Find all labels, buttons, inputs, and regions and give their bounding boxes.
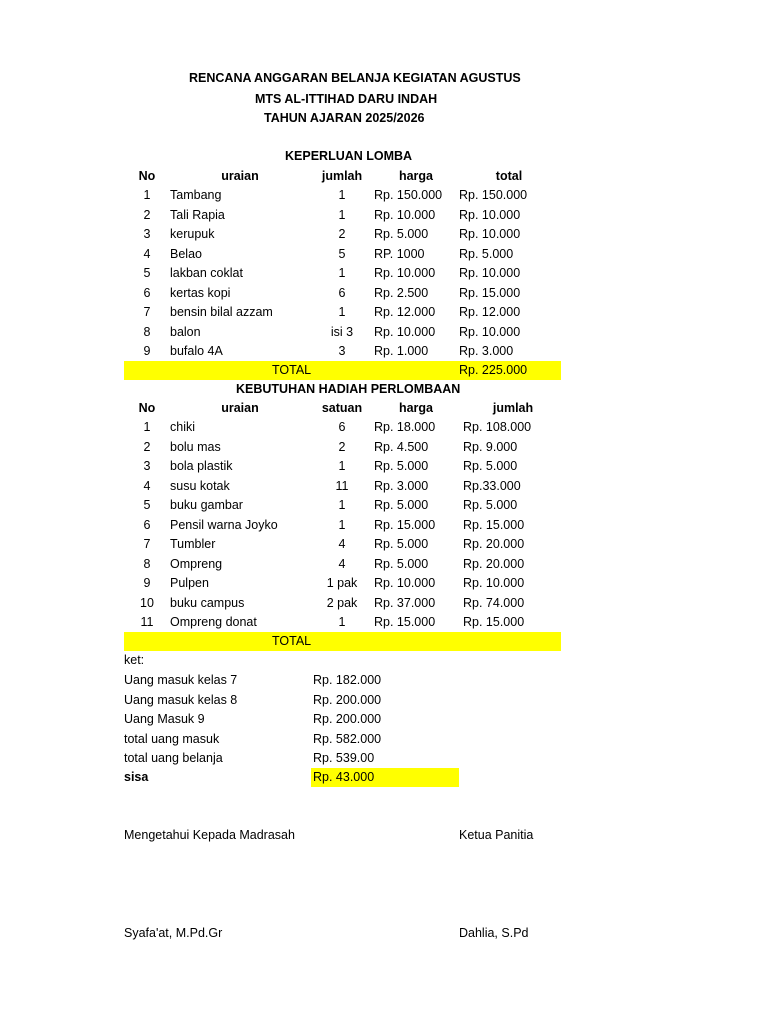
- row-uraian: susu kotak: [170, 478, 230, 493]
- summary-value: Rp. 200.000: [313, 692, 382, 707]
- row-harga: Rp. 4.500: [374, 439, 429, 454]
- summary-label: Uang Masuk 9: [124, 712, 205, 726]
- row-satuan: 1: [338, 615, 346, 629]
- row-harga: Rp. 3.000: [374, 478, 429, 493]
- row-satuan: 1: [338, 517, 346, 532]
- row-uraian: Pulpen: [170, 576, 209, 590]
- row-jumlah: 5: [338, 246, 346, 261]
- row-uraian: bola plastik: [170, 459, 233, 473]
- row-harga: Rp. 5.000: [374, 227, 429, 241]
- hadiah-header-jumlah: jumlah: [492, 401, 534, 415]
- row-no: 6: [143, 517, 151, 532]
- row-total: Rp. 15.000: [459, 285, 521, 300]
- row-harga: Rp. 10.000: [374, 207, 436, 222]
- signature-left-name: Syafa'at, M.Pd.Gr: [124, 926, 223, 940]
- academic-year: TAHUN AJARAN 2025/2026: [264, 111, 425, 125]
- row-jumlah: 2: [338, 227, 346, 241]
- row-harga: Rp. 2.500: [374, 285, 429, 300]
- row-satuan: 4: [338, 556, 346, 571]
- row-no: 2: [143, 439, 151, 454]
- lomba-header-uraian: uraian: [221, 169, 259, 183]
- row-jumlah: Rp. 15.000: [463, 615, 525, 629]
- row-satuan: 6: [338, 420, 346, 434]
- row-uraian: Belao: [170, 246, 202, 261]
- hadiah-section-title: KEBUTUHAN HADIAH PERLOMBAAN: [236, 382, 461, 396]
- summary-label: Uang masuk kelas 8: [124, 692, 238, 707]
- row-jumlah: Rp.33.000: [463, 478, 521, 493]
- row-harga: Rp. 10.000: [374, 266, 436, 280]
- row-no: 10: [140, 595, 154, 610]
- row-uraian: Tumbler: [170, 537, 216, 551]
- row-no: 3: [143, 459, 151, 473]
- row-satuan: 2: [338, 439, 346, 454]
- row-jumlah: Rp. 20.000: [463, 537, 525, 551]
- row-no: 9: [143, 576, 151, 590]
- row-jumlah: Rp. 5.000: [463, 498, 518, 512]
- row-satuan: 2 pak: [326, 595, 358, 610]
- sisa-value: Rp. 43.000: [313, 770, 375, 784]
- row-uraian: buku campus: [170, 595, 245, 610]
- row-total: Rp. 10.000: [459, 324, 521, 339]
- school-name: MTS AL-ITTIHAD DARU INDAH: [255, 92, 438, 106]
- row-harga: Rp. 5.000: [374, 459, 429, 473]
- row-jumlah: Rp. 20.000: [463, 556, 525, 571]
- row-harga: Rp. 15.000: [374, 615, 436, 629]
- hadiah-total-highlight: [124, 632, 561, 651]
- lomba-total-value: Rp. 225.000: [459, 363, 528, 377]
- row-uraian: bolu mas: [170, 439, 221, 454]
- row-no: 7: [143, 537, 151, 551]
- hadiah-total-label: TOTAL: [272, 634, 312, 648]
- doc-title: RENCANA ANGGARAN BELANJA KEGIATAN AGUSTUS: [189, 71, 521, 85]
- row-total: Rp. 5.000: [459, 246, 514, 261]
- row-uraian: Ompreng donat: [170, 615, 257, 629]
- summary-value: Rp. 182.000: [313, 673, 382, 687]
- summary-ket-label: ket:: [124, 653, 145, 667]
- row-no: 5: [143, 498, 151, 512]
- row-no: 8: [143, 324, 151, 339]
- hadiah-header-harga: harga: [398, 401, 434, 415]
- row-jumlah: 1: [338, 266, 346, 280]
- lomba-total-label: TOTAL: [272, 363, 312, 377]
- row-harga: Rp. 15.000: [374, 517, 436, 532]
- row-harga: Rp. 5.000: [374, 556, 429, 571]
- row-no: 4: [143, 246, 151, 261]
- row-uraian: buku gambar: [170, 498, 243, 512]
- row-jumlah: Rp. 108.000: [463, 420, 532, 434]
- row-jumlah: isi 3: [330, 324, 354, 339]
- row-no: 6: [143, 285, 151, 300]
- row-no: 9: [143, 344, 151, 358]
- lomba-header-total: total: [495, 169, 523, 183]
- lomba-section-title: KEPERLUAN LOMBA: [285, 149, 413, 163]
- row-harga: Rp. 5.000: [374, 498, 429, 512]
- row-total: Rp. 10.000: [459, 207, 521, 222]
- row-harga: Rp. 10.000: [374, 576, 436, 590]
- row-satuan: 1: [338, 459, 346, 473]
- row-jumlah: Rp. 9.000: [463, 439, 518, 454]
- row-jumlah: Rp. 74.000: [463, 595, 525, 610]
- row-uraian: kerupuk: [170, 227, 215, 241]
- row-uraian: balon: [170, 324, 201, 339]
- row-satuan: 4: [338, 537, 346, 551]
- row-harga: Rp. 150.000: [374, 188, 443, 202]
- row-satuan: 11: [335, 478, 349, 493]
- summary-value: Rp. 582.000: [313, 731, 382, 746]
- row-uraian: Ompreng: [170, 556, 223, 571]
- row-uraian: bufalo 4A: [170, 344, 223, 358]
- lomba-header-no: No: [138, 169, 156, 183]
- row-harga: Rp. 5.000: [374, 537, 429, 551]
- lomba-header-jumlah: jumlah: [321, 169, 363, 183]
- row-no: 1: [143, 188, 151, 202]
- row-uraian: lakban coklat: [170, 266, 243, 280]
- row-harga: Rp. 1.000: [374, 344, 429, 358]
- row-jumlah: 1: [338, 207, 346, 222]
- hadiah-header-no: No: [138, 401, 156, 415]
- row-uraian: Tambang: [170, 188, 222, 202]
- signature-right-name: Dahlia, S.Pd: [459, 926, 529, 940]
- row-harga: Rp. 18.000: [374, 420, 436, 434]
- row-jumlah: 1: [338, 188, 346, 202]
- summary-label: total uang belanja: [124, 751, 223, 765]
- summary-label: total uang masuk: [124, 731, 220, 746]
- row-harga: RP. 1000: [374, 246, 425, 261]
- lomba-header-harga: harga: [398, 169, 434, 183]
- row-no: 11: [140, 615, 154, 629]
- row-jumlah: Rp. 15.000: [463, 517, 525, 532]
- row-uraian: chiki: [170, 420, 196, 434]
- row-total: Rp. 150.000: [459, 188, 528, 202]
- row-no: 7: [143, 305, 151, 319]
- signature-right-title: Ketua Panitia: [459, 828, 534, 842]
- row-jumlah: 6: [338, 285, 346, 300]
- row-no: 4: [143, 478, 151, 493]
- hadiah-header-satuan: satuan: [321, 401, 363, 415]
- sisa-label: sisa: [124, 770, 149, 784]
- row-total: Rp. 10.000: [459, 227, 521, 241]
- row-no: 2: [143, 207, 151, 222]
- row-no: 8: [143, 556, 151, 571]
- row-harga: Rp. 10.000: [374, 324, 436, 339]
- row-no: 1: [143, 420, 151, 434]
- summary-value: Rp. 200.000: [313, 712, 382, 726]
- row-satuan: 1 pak: [326, 576, 358, 590]
- row-total: Rp. 10.000: [459, 266, 521, 280]
- row-jumlah: Rp. 5.000: [463, 459, 518, 473]
- row-uraian: Tali Rapia: [170, 207, 225, 222]
- row-jumlah: 1: [338, 305, 346, 319]
- row-uraian: Pensil warna Joyko: [170, 517, 278, 532]
- row-harga: Rp. 37.000: [374, 595, 436, 610]
- row-total: Rp. 12.000: [459, 305, 521, 319]
- row-no: 3: [143, 227, 151, 241]
- signature-left-title: Mengetahui Kepada Madrasah: [124, 828, 295, 842]
- row-satuan: 1: [338, 498, 346, 512]
- row-uraian: bensin bilal azzam: [170, 305, 273, 319]
- summary-value: Rp. 539.00: [313, 751, 375, 765]
- row-harga: Rp. 12.000: [374, 305, 436, 319]
- row-no: 5: [143, 266, 151, 280]
- row-uraian: kertas kopi: [170, 285, 231, 300]
- hadiah-header-uraian: uraian: [221, 401, 259, 415]
- row-jumlah: 3: [338, 344, 346, 358]
- row-jumlah: Rp. 10.000: [463, 576, 525, 590]
- row-total: Rp. 3.000: [459, 344, 514, 358]
- summary-label: Uang masuk kelas 7: [124, 673, 238, 687]
